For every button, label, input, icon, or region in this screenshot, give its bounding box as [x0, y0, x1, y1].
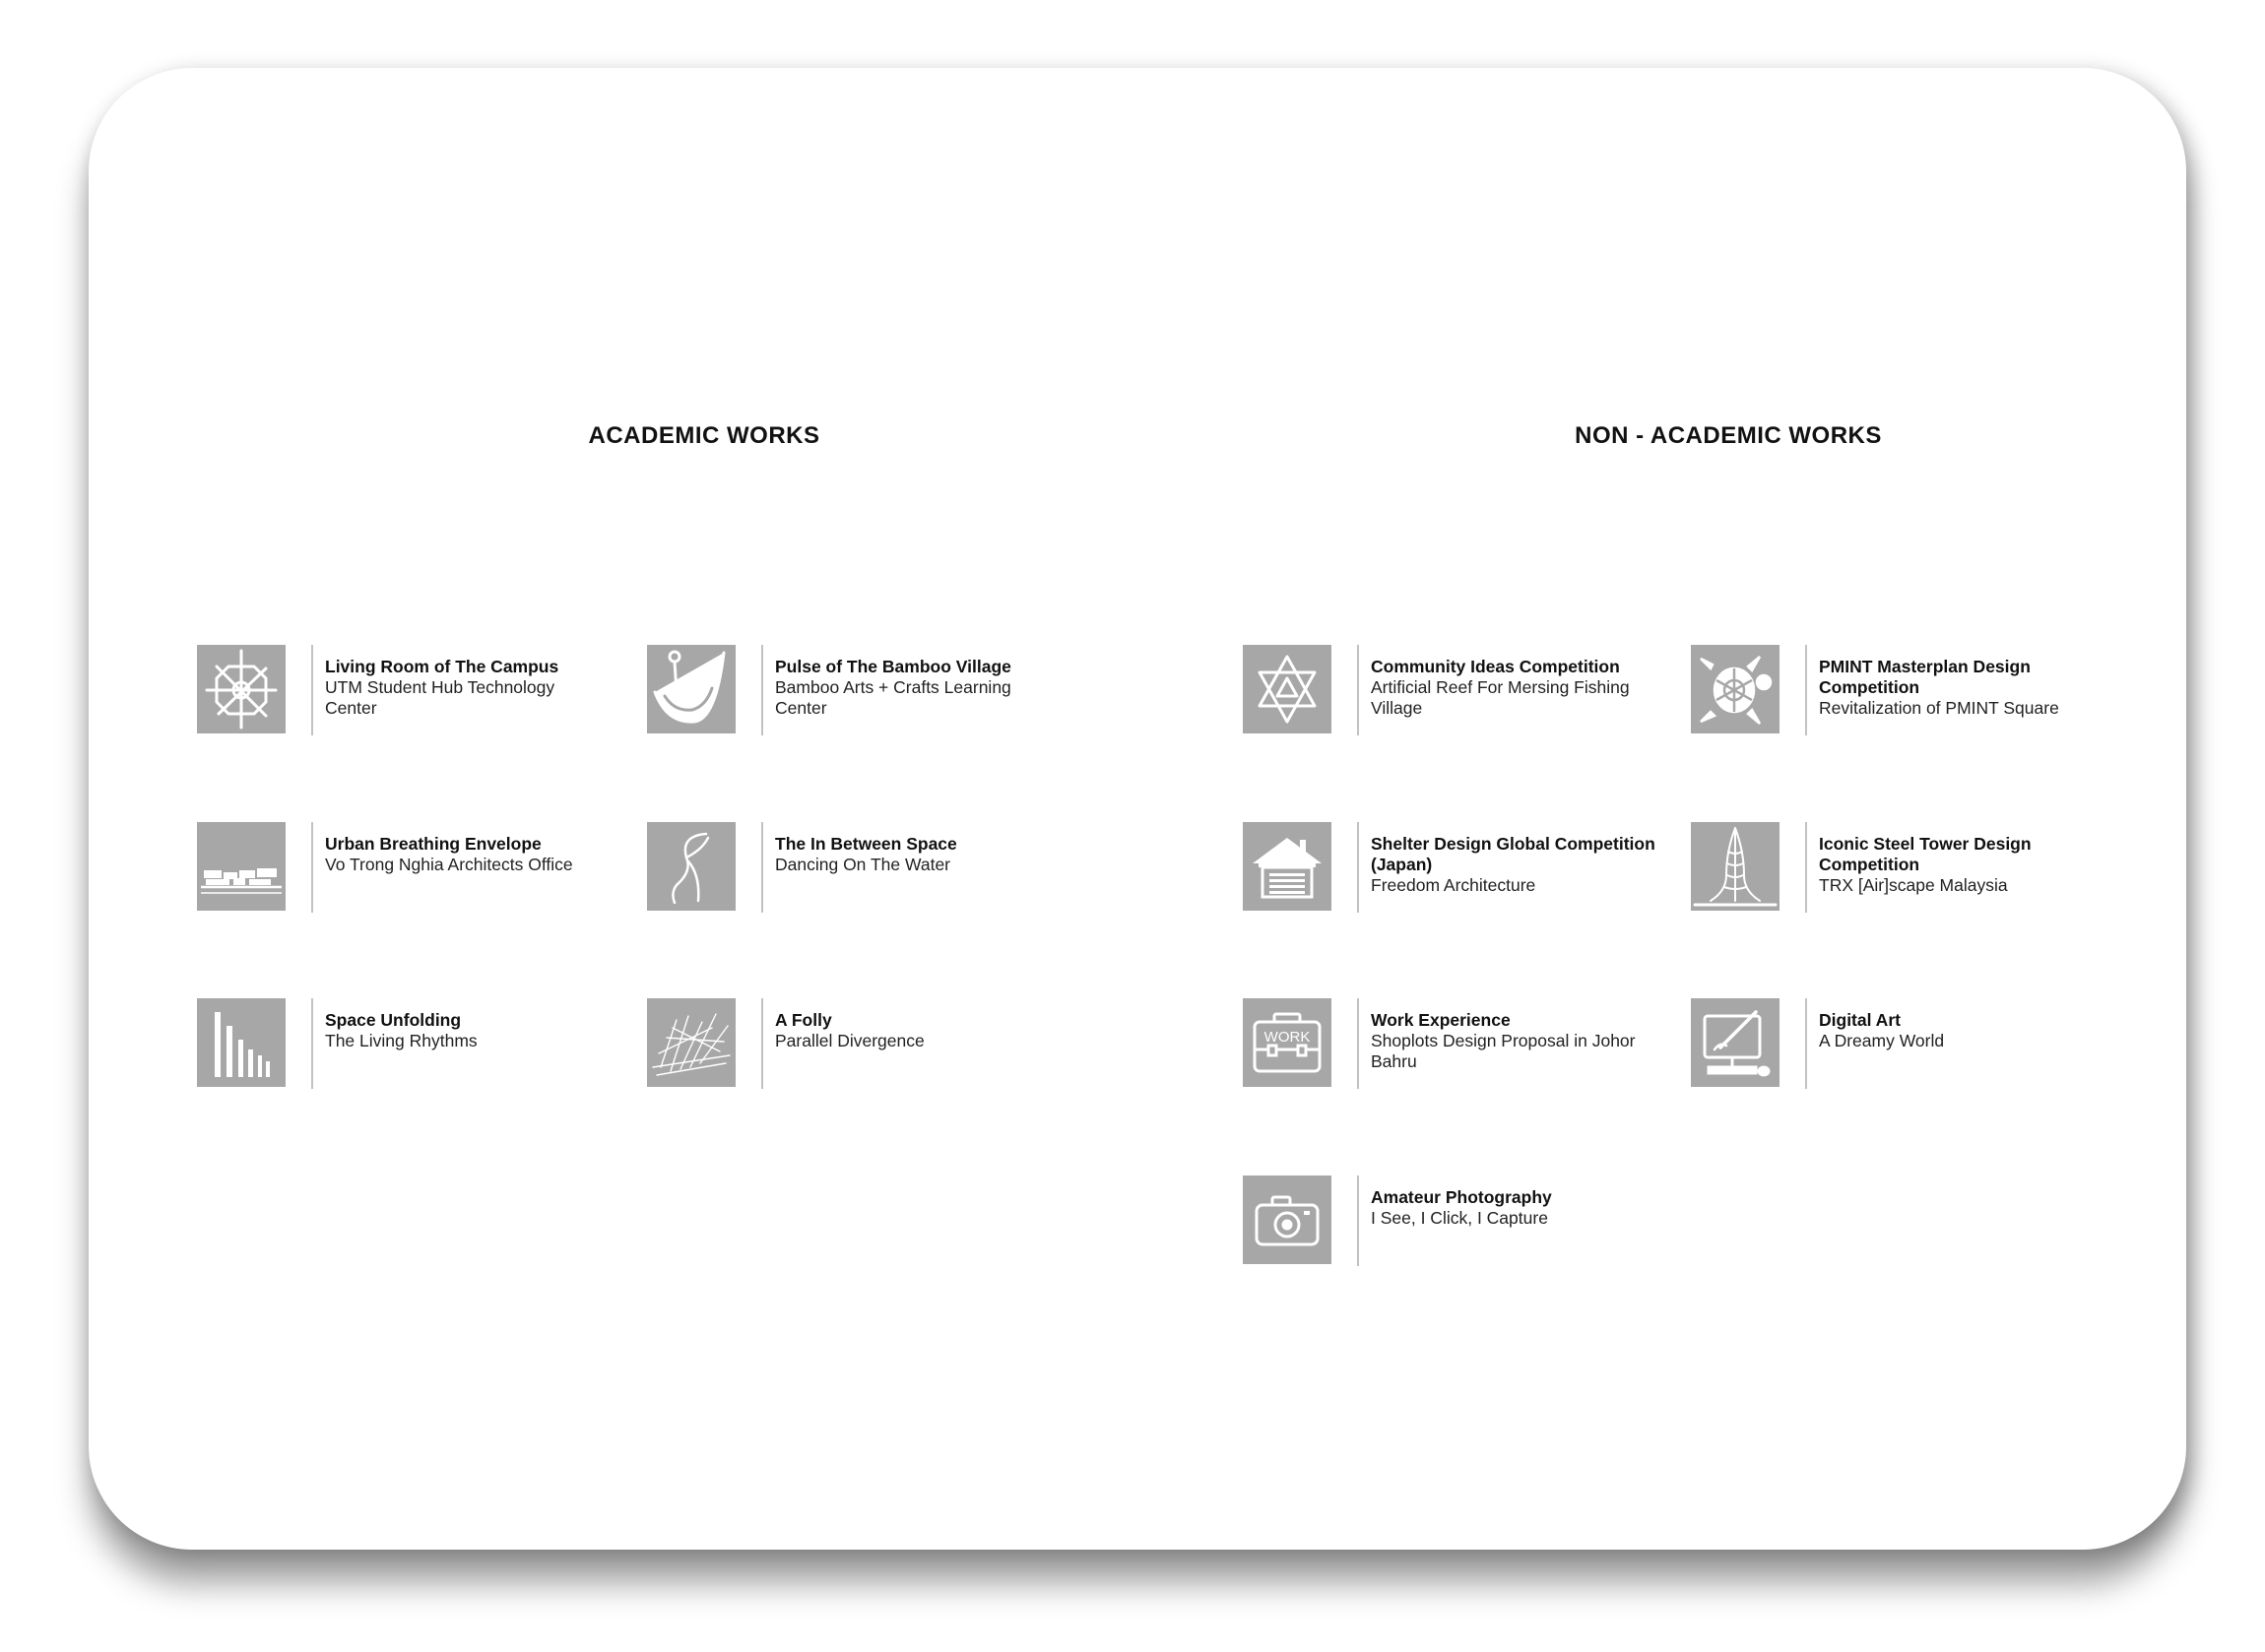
divider: [311, 645, 313, 735]
project-title: Iconic Steel Tower Design Competition: [1819, 834, 2032, 874]
divider: [1357, 822, 1359, 913]
divider: [311, 822, 313, 913]
work-badge-text: WORK: [1263, 1029, 1311, 1046]
project-entry[interactable]: [1243, 645, 1656, 735]
project-subtitle: Artificial Reef For Mersing Fishing Village: [1371, 677, 1630, 718]
project-entry[interactable]: [647, 998, 1061, 1089]
divider: [761, 822, 763, 913]
work-briefcase-icon: [1243, 998, 1331, 1087]
project-title: Community Ideas Competition: [1371, 657, 1620, 676]
bamboo-pavilion-icon: [647, 645, 736, 733]
project-entry[interactable]: [1243, 1175, 1656, 1266]
project-title: Shelter Design Global Competition (Japan): [1371, 834, 1655, 874]
digital-monitor-icon: [1691, 998, 1780, 1087]
project-subtitle: Bamboo Arts + Crafts Learning Center: [775, 677, 1011, 718]
project-entry[interactable]: [1243, 822, 1656, 913]
project-title: PMINT Masterplan Design Competition: [1819, 657, 2031, 697]
portfolio-index-page: [89, 68, 2186, 1550]
divider: [1805, 822, 1807, 913]
reef-star-icon: [1243, 645, 1331, 733]
project-subtitle: Shoplots Design Proposal in Johor Bahru: [1371, 1031, 1636, 1071]
divider: [761, 645, 763, 735]
hub-building-icon: [197, 645, 286, 733]
camera-icon: [1243, 1175, 1331, 1264]
project-subtitle: UTM Student Hub Technology Center: [325, 677, 555, 718]
project-title: A Folly: [775, 1010, 832, 1030]
project-subtitle: Dancing On The Water: [775, 855, 950, 874]
steel-tower-icon: [1691, 822, 1780, 911]
project-entry[interactable]: [1691, 998, 2104, 1089]
project-subtitle: Vo Trong Nghia Architects Office: [325, 855, 573, 874]
project-entry[interactable]: [1691, 822, 2104, 913]
project-subtitle: I See, I Click, I Capture: [1371, 1208, 1548, 1228]
project-title: Digital Art: [1819, 1010, 1901, 1030]
folly-sketch-icon: [647, 998, 736, 1087]
project-title: Work Experience: [1371, 1010, 1511, 1030]
building-section-icon: [197, 822, 286, 911]
project-subtitle: The Living Rhythms: [325, 1031, 478, 1050]
project-entry[interactable]: [197, 645, 611, 735]
rhythm-bars-icon: [197, 998, 286, 1087]
project-subtitle: A Dreamy World: [1819, 1031, 1945, 1050]
non-academic-works-heading: NON - ACADEMIC WORKS: [1575, 422, 1882, 449]
divider: [761, 998, 763, 1089]
project-title: Amateur Photography: [1371, 1187, 1552, 1207]
divider: [1357, 1175, 1359, 1266]
turtle-icon: [1691, 645, 1780, 733]
divider: [1357, 645, 1359, 735]
project-entry[interactable]: [647, 822, 1061, 913]
house-shelter-icon: [1243, 822, 1331, 911]
project-title: Urban Breathing Envelope: [325, 834, 542, 854]
project-subtitle: Parallel Divergence: [775, 1031, 925, 1050]
project-entry[interactable]: [197, 998, 611, 1089]
project-title: Living Room of The Campus: [325, 657, 559, 676]
project-entry[interactable]: [647, 645, 1061, 735]
project-subtitle: Freedom Architecture: [1371, 875, 1536, 895]
project-subtitle: Revitalization of PMINT Square: [1819, 698, 2059, 718]
project-subtitle: TRX [Air]scape Malaysia: [1819, 875, 2008, 895]
project-title: The In Between Space: [775, 834, 957, 854]
divider: [1805, 645, 1807, 735]
divider: [1805, 998, 1807, 1089]
project-entry[interactable]: [1243, 998, 1656, 1089]
academic-works-heading: ACADEMIC WORKS: [588, 422, 820, 449]
project-title: Space Unfolding: [325, 1010, 462, 1030]
project-title: Pulse of The Bamboo Village: [775, 657, 1011, 676]
dancing-figure-icon: [647, 822, 736, 911]
project-entry[interactable]: [197, 822, 611, 913]
divider: [1357, 998, 1359, 1089]
divider: [311, 998, 313, 1089]
project-entry[interactable]: [1691, 645, 2104, 735]
